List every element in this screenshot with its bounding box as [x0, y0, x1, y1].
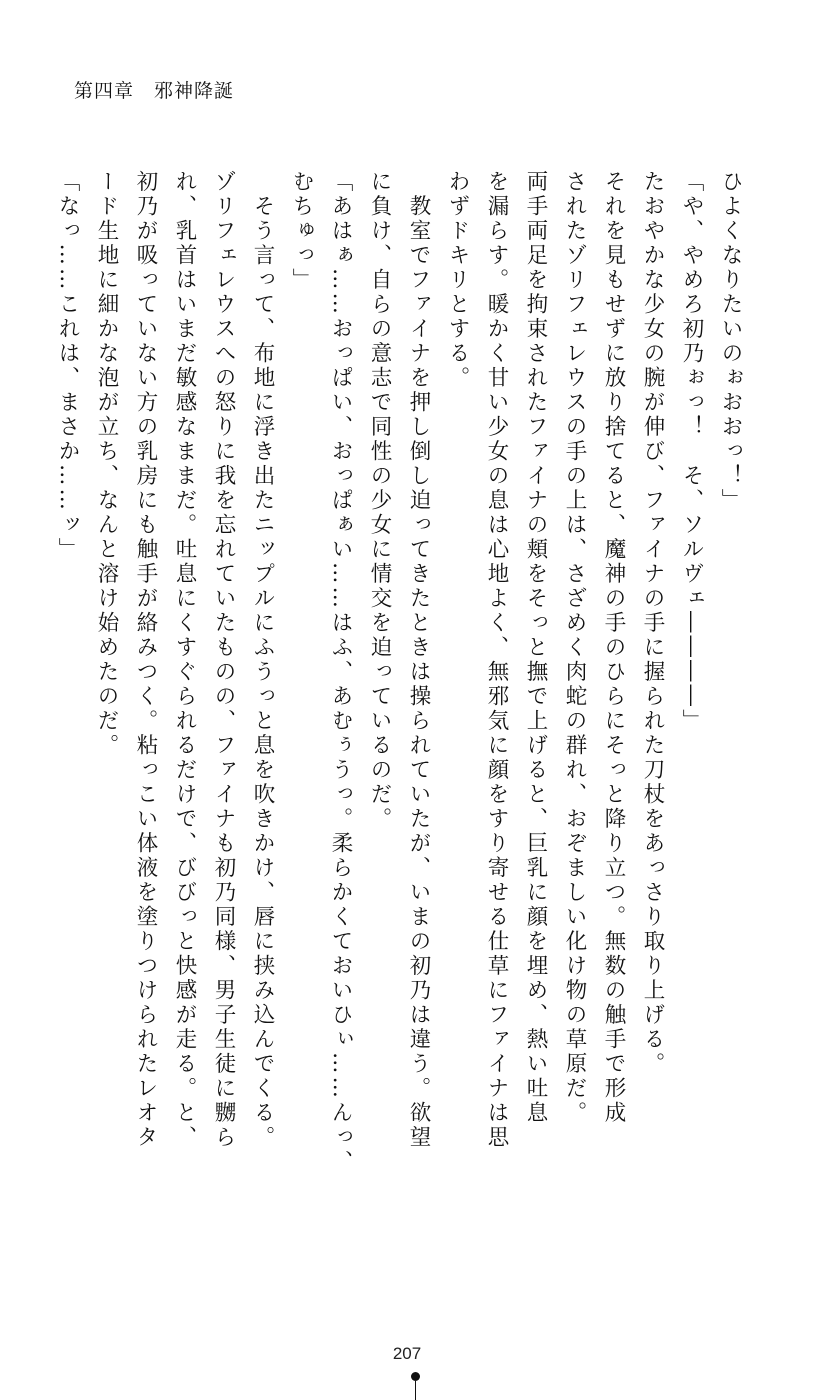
text-line: 両手両足を拘束されたファイナの頬をそっと撫で上げると、巨乳に顔を埋め、熱い吐息	[523, 170, 548, 1126]
text-line: むちゅっ」	[289, 170, 314, 293]
text-line: わずドキリとする。	[445, 170, 470, 391]
chapter-title: 邪神降誕	[154, 80, 235, 102]
text-line: 教室でファイナを押し倒し迫ってきたときは操られていたが、いまの初乃は違う。欲望	[406, 170, 431, 1150]
text-line: 「や、やめろ初乃ぉっ！ そ、ソルヴェ――――」	[679, 170, 704, 734]
text-line: ひよくなりたいのぉおおっ！」	[718, 170, 743, 513]
text-line: に負け、自らの意志で同性の少女に情交を迫っているのだ。	[367, 170, 392, 832]
text-line: それを見もせずに放り捨てると、魔神の手のひらにそっと降り立つ。無数の触手で形成	[601, 170, 626, 1126]
text-line: そう言って、布地に浮き出たニップルにふうっと息を吹きかけ、唇に挟み込んでくる。	[250, 170, 275, 1150]
text-line: されたゾリフェレウスの手の上は、さざめく肉蛇の群れ、おぞましい化け物の草原だ。	[562, 170, 587, 1126]
text-line: ゾリフェレウスへの怒りに我を忘れていたものの、ファイナも初乃同様、男子生徒に嬲ら	[211, 170, 236, 1150]
text-line: 「なっ……これは、まさか……ッ」	[55, 170, 80, 562]
text-line: れ、乳首はいまだ敏感なままだ。吐息にくすぐられるだけで、びびっと快感が走る。と、	[172, 170, 197, 1150]
page-marker-dot	[411, 1372, 420, 1381]
text-line: たおやかな少女の腕が伸び、ファイナの手に握られた刀杖をあっさり取り上げる。	[640, 170, 665, 1077]
body-text	[55, 170, 750, 1250]
page-number: 207	[392, 1344, 422, 1363]
text-line: 初乃が吸っていない方の乳房にも触手が絡みつく。粘っこい体液を塗りつけられたレオタ	[133, 170, 158, 1150]
text-line: を漏らす。暖かく甘い少女の息は心地よく、無邪気に顔をすり寄せる仕草にファイナは思	[484, 170, 509, 1150]
text-line: 「あはぁ……おっぱい、おっぱぁい……はふ、あむぅうっ。柔らかくておいひぃ……んっ、	[328, 170, 353, 1175]
page-marker-line	[415, 1381, 416, 1400]
chapter-header	[74, 76, 234, 103]
chapter-number: 第四章	[74, 80, 135, 102]
text-line: ード生地に細かな泡が立ち、なんと溶け始めたのだ。	[94, 170, 119, 758]
